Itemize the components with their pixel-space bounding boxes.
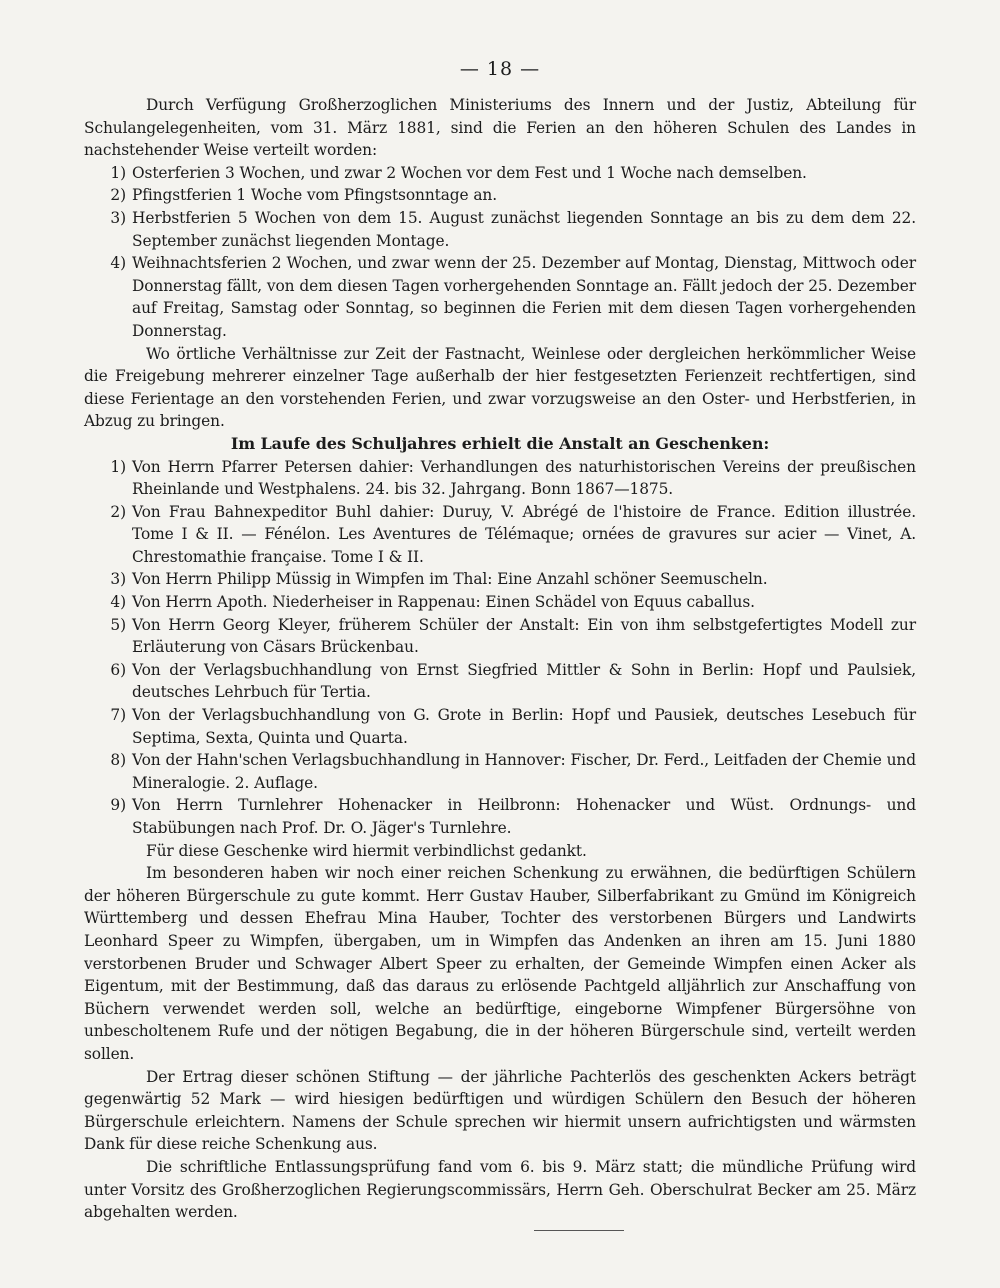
list-item-number: 2) (110, 186, 126, 205)
ferien-list (84, 162, 916, 343)
list-item-number: 3) (110, 208, 126, 227)
list-item (84, 456, 916, 501)
list-item-number: 7) (110, 706, 126, 725)
list-item-number: 3) (110, 570, 126, 589)
list-item-number: 4) (110, 254, 126, 273)
list-item-text: Osterferien 3 Wochen, und zwar 2 Wochen vor dem Fest und 1 Woche nach demselben. (132, 163, 807, 182)
geschenke-list (84, 456, 916, 840)
geschenke-heading: Im Laufe des Schuljahres erhielt die Anstalt an Geschenken: (230, 433, 770, 453)
list-item-number: 9) (110, 796, 126, 815)
list-item (84, 162, 916, 185)
list-item-text: Herbstferien 5 Wochen von dem 15. August zunächst liegenden Sonntage an bis zu dem dem 22. September zunächst liegenden Montage. (132, 208, 916, 250)
ertrag-paragraph: Der Ertrag dieser schönen Stiftung — der jährliche Pachterlös des geschenkten Ackers beträgt gegenwärtig 52 Mark — wird hiesigen bedürftigen und würdigen Schülern den Besuch der höheren Bürgerschule erleichtern. Namens der Schule sprechen wir hiermit unsern aufrichtigsten und wärmsten Dank für diese reiche Schenkung aus. (84, 1067, 916, 1154)
list-item-text: Pfingstferien 1 Woche vom Pfingstsonntage an. (132, 186, 498, 205)
list-item-number: 2) (110, 502, 126, 521)
list-item-text: Von Herrn Georg Kleyer, früherem Schüler der Anstalt: Ein von ihm selbstgefertigtes Modell zur Erläuterung von Cäsars Brückenbau. (132, 615, 916, 657)
list-item-text: Von Herrn Turnlehrer Hohenacker in Heilbronn: Hohenacker und Wüst. Ordnungs- und Stabübungen nach Prof. Dr. O. Jäger's Turnlehre. (132, 796, 916, 837)
page-number: — 18 — (459, 58, 541, 80)
list-item-text: Von Herrn Apoth. Niederheiser in Rappenau: Einen Schädel von Equus caballus. (132, 593, 755, 612)
intro-paragraph: Durch Verfügung Großherzoglichen Ministeriums des Innern und der Justiz, Abteilung für Schulangelegenheiten, vom 31. März 1881, sind die Ferien an den höheren Schulen des Landes in nachstehender Weise verteilt worden: (84, 96, 916, 160)
list-item-number: 4) (110, 593, 126, 612)
list-item (84, 749, 916, 794)
list-item (84, 591, 916, 614)
list-item-text: Von Frau Bahnexpeditor Buhl dahier: Duruy, V. Abrégé de l'histoire de France. Edition illustrée. Tome I & II. — Fénélon. Les Aventures de Télémaque; ornées de gravures sur acier — Vinet, A. Chrestomathie française. Tome I & II. (132, 502, 916, 566)
list-item-text: Weihnachtsferien 2 Wochen, und zwar wenn der 25. Dezember auf Montag, Dienstag, Mittwoch oder Donnerstag fällt, von dem diesen Tagen vorhergehenden Sonntage an. Fällt jedoch der 25. Dezember auf Freitag, Samstag oder Sonntag, so beginnen die Ferien mit dem diesen Tagen vorhergehenden Donnerstag. (132, 254, 916, 340)
list-item-text: Von Herrn Philipp Müssig in Wimpfen im Thal: Eine Anzahl schöner Seemuscheln. (132, 570, 768, 589)
closing-rule (534, 1230, 624, 1231)
list-item (84, 568, 916, 591)
list-item-number: 1) (110, 457, 126, 476)
list-item (84, 252, 916, 342)
page-body (84, 94, 916, 1224)
list-item-text: Von der Hahn'schen Verlagsbuchhandlung in Hannover: Fischer, Dr. Ferd., Leitfaden der Chemie und Mineralogie. 2. Auflage. (132, 751, 916, 792)
list-item-text: Von der Verlagsbuchhandlung von Ernst Siegfried Mittler & Sohn in Berlin: Hopf und Paulsiek, deutsches Lehrbuch für Tertia. (132, 660, 916, 702)
list-item-number: 5) (110, 615, 126, 634)
ferien-note-paragraph: Wo örtliche Verhältnisse zur Zeit der Fastnacht, Weinlese oder dergleichen herkömmlicher Weise die Freigebung mehrerer einzelner Tage außerhalb der hier festgesetzten Ferienzeit rechtfertigen, sind diese Ferientage an den vorstehenden Ferien, und zwar vorzugsweise an den Oster- und Herbstferien, in Abzug zu bringen. (84, 344, 916, 431)
list-item-text: Von Herrn Pfarrer Petersen dahier: Verhandlungen des naturhistorischen Vereins der preußischen Rheinlande und Westphalens. 24. bis 32. Jahrgang. Bonn 1867—1875. (132, 457, 916, 499)
dank-paragraph: Für diese Geschenke wird hiermit verbindlichst gedankt. (146, 841, 587, 860)
list-item-number: 1) (110, 163, 126, 182)
list-item (84, 501, 916, 569)
list-item (84, 704, 916, 749)
list-item-number: 6) (110, 660, 126, 679)
list-item (84, 614, 916, 659)
pruefung-paragraph: Die schriftliche Entlassungsprüfung fand vom 6. bis 9. März statt; die mündliche Prüfung wird unter Vorsitz des Großherzoglichen Regierungscommissärs, Herrn Geh. Oberschulrat Becker am 25. März abgehalten werden. (84, 1157, 916, 1222)
list-item-text: Von der Verlagsbuchhandlung von G. Grote in Berlin: Hopf und Pausiek, deutsches Lesebuch für Septima, Sexta, Quinta und Quarta. (132, 706, 916, 747)
stiftung-paragraph: Im besonderen haben wir noch einer reichen Schenkung zu erwähnen, die bedürftigen Schülern der höheren Bürgerschule zu gute kommt. Herr Gustav Hauber, Silberfabrikant zu Gmünd im Königreich Württemberg und dessen Ehefrau Mina Hauber, Tochter des verstorbenen Bürgers und Landwirts Leonhard Speer zu Wimpfen, übergaben, um in Wimpfen das Andenken an ihren am 15. Juni 1880 verstorbenen Bruder und Schwager Albert Speer zu erhalten, der Gemeinde Wimpfen einen Acker als Eigentum, mit der Bestimmung, daß das daraus zu erlösende Pachtgeld alljährlich zur Anschaffung von Büchern verwendet werden soll, welche an bedürftige, eingeborne Wimpfener Bürgersöhne von unbescholtenem Rufe und der nötigen Begabung, die in der höheren Bürgerschule sind, verteilt werden sollen. (84, 864, 916, 1063)
list-item (84, 659, 916, 704)
list-item (84, 794, 916, 839)
list-item (84, 184, 916, 207)
list-item (84, 207, 916, 252)
list-item-number: 8) (110, 751, 126, 770)
